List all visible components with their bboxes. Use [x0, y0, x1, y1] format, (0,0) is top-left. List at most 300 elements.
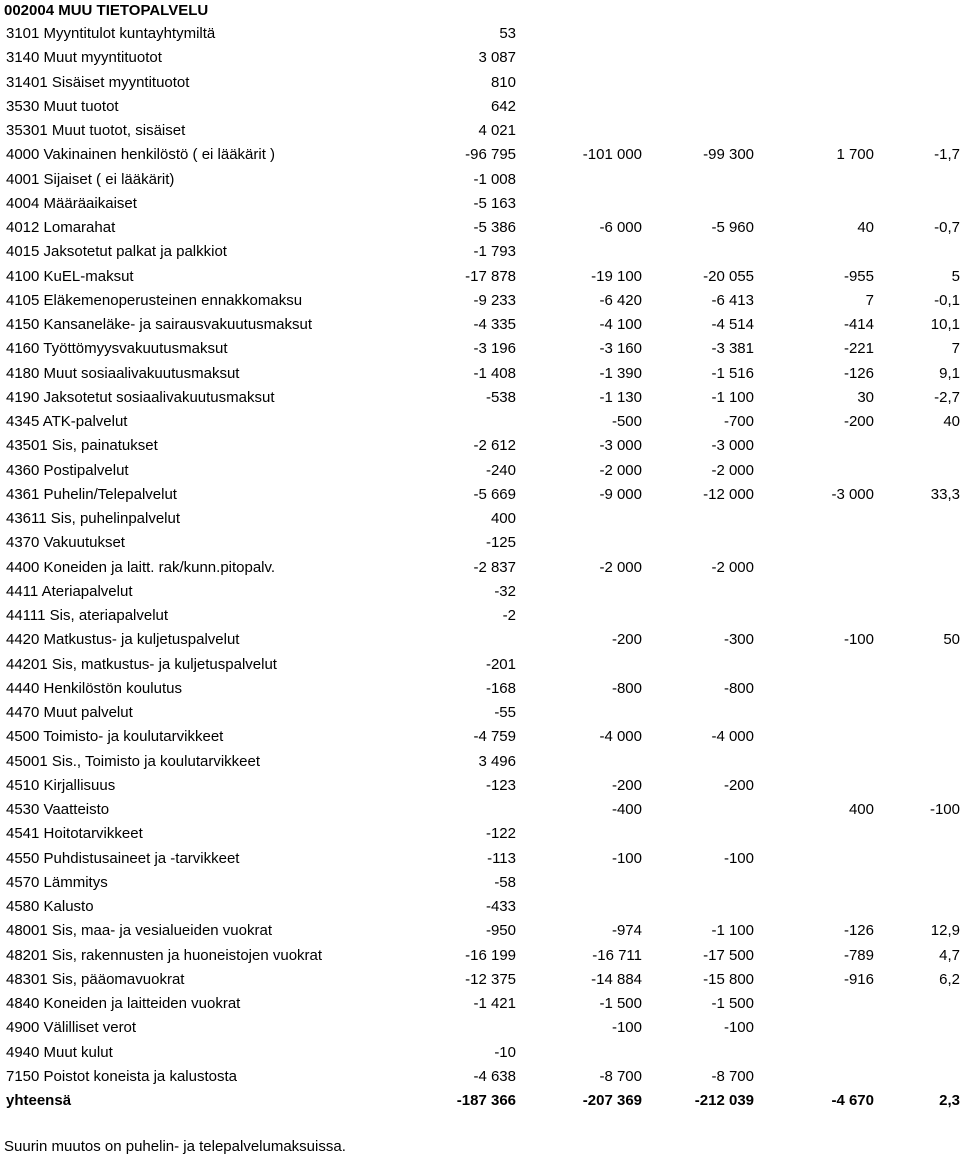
table-row — [0, 95, 960, 119]
value-cell-1: -9 233 — [473, 291, 516, 309]
account-label: 4004 Määräaikaiset — [6, 194, 137, 212]
value-cell-3 — [642, 95, 754, 119]
table-row — [0, 119, 960, 143]
account-label: 4190 Jaksotetut sosiaalivakuutusmaksut — [6, 388, 275, 406]
account-label: 4001 Sijaiset ( ei lääkärit) — [6, 170, 175, 188]
value-cell-5 — [874, 1016, 960, 1040]
value-cell-3 — [642, 798, 754, 822]
account-label: 4015 Jaksotetut palkat ja palkkiot — [6, 243, 227, 261]
value-cell-3: -15 800 — [703, 970, 754, 988]
table-row — [0, 459, 960, 483]
value-cell-4: -916 — [843, 970, 874, 988]
value-cell-5 — [874, 95, 960, 119]
account-label: 4000 Vakinainen henkilöstö ( ei lääkärit ) — [6, 146, 276, 164]
value-cell-3 — [642, 1041, 754, 1065]
value-cell-3: -1 516 — [711, 364, 754, 382]
value-cell-1: -4 759 — [473, 728, 516, 746]
value-cell-4: -126 — [843, 364, 874, 382]
value-cell-5 — [874, 653, 960, 677]
value-cell-5: -0,7 — [934, 219, 960, 237]
account-label: 4840 Koneiden ja laitteiden vuokrat — [6, 995, 241, 1013]
value-cell-5 — [874, 871, 960, 895]
value-cell-2: -400 — [611, 801, 642, 819]
value-cell-3 — [642, 822, 754, 846]
value-cell-3 — [642, 653, 754, 677]
value-cell-3 — [642, 71, 754, 95]
value-cell-5 — [874, 701, 960, 725]
value-cell-2: -6 000 — [599, 219, 642, 237]
value-cell-3: -99 300 — [703, 146, 754, 164]
value-cell-2 — [516, 168, 642, 192]
value-cell-2 — [516, 95, 642, 119]
account-label: 3101 Myyntitulot kuntayhtymiltä — [6, 25, 216, 43]
value-cell-5: -0,1 — [934, 291, 960, 309]
value-cell-3: -17 500 — [703, 946, 754, 964]
value-cell-2: -101 000 — [582, 146, 642, 164]
table-row — [0, 847, 960, 871]
value-cell-1: 3 087 — [478, 49, 516, 67]
table-row — [0, 313, 960, 337]
value-cell-4: -200 — [843, 413, 874, 431]
value-cell-5 — [874, 556, 960, 580]
value-cell-4: -4 670 — [831, 1092, 874, 1110]
account-label: 4411 Ateriapalvelut — [6, 582, 133, 600]
table-row — [0, 265, 960, 289]
value-cell-2: -3 160 — [599, 340, 642, 358]
value-cell-2: -4 000 — [599, 728, 642, 746]
value-cell-2: -1 390 — [599, 364, 642, 382]
value-cell-3: -4 000 — [711, 728, 754, 746]
value-cell-1: -5 163 — [473, 194, 516, 212]
value-cell-3 — [642, 168, 754, 192]
value-cell-3 — [642, 580, 754, 604]
value-cell-4 — [754, 774, 874, 798]
account-label: 4361 Puhelin/Telepalvelut — [6, 485, 177, 503]
value-cell-3: -5 960 — [711, 219, 754, 237]
value-cell-2 — [516, 653, 642, 677]
value-cell-4 — [754, 653, 874, 677]
value-cell-2: -19 100 — [591, 267, 642, 285]
account-label: 4541 Hoitotarvikkeet — [6, 825, 143, 843]
table-row — [0, 750, 960, 774]
account-label: 4345 ATK-palvelut — [6, 413, 128, 431]
value-cell-5: -2,7 — [934, 388, 960, 406]
value-cell-4 — [754, 434, 874, 458]
value-cell-5 — [874, 1065, 960, 1089]
value-cell-1: -3 196 — [473, 340, 516, 358]
value-cell-1 — [390, 410, 516, 434]
value-cell-1: -17 878 — [465, 267, 516, 285]
value-cell-2: -2 000 — [599, 461, 642, 479]
value-cell-2 — [516, 192, 642, 216]
account-label: 43611 Sis, puhelinpalvelut — [6, 510, 181, 528]
value-cell-4 — [754, 750, 874, 774]
value-cell-5 — [874, 119, 960, 143]
table-row — [0, 483, 960, 507]
table-row — [0, 531, 960, 555]
account-label: 43501 Sis, painatukset — [6, 437, 158, 455]
value-cell-5: 7 — [951, 340, 960, 358]
account-label: 4900 Välilliset verot — [6, 1019, 137, 1037]
table-row — [0, 895, 960, 919]
table-row — [0, 143, 960, 167]
value-cell-3: -200 — [723, 776, 754, 794]
value-cell-1: -538 — [485, 388, 516, 406]
value-cell-5 — [874, 240, 960, 264]
value-cell-1: -433 — [485, 898, 516, 916]
value-cell-3 — [642, 507, 754, 531]
value-cell-3 — [642, 46, 754, 70]
value-cell-3: -1 500 — [711, 995, 754, 1013]
table-row — [0, 822, 960, 846]
value-cell-2 — [516, 46, 642, 70]
value-cell-2 — [516, 240, 642, 264]
value-cell-1 — [390, 798, 516, 822]
value-cell-4 — [754, 531, 874, 555]
table-row — [0, 653, 960, 677]
table-row — [0, 216, 960, 240]
value-cell-5 — [874, 822, 960, 846]
value-cell-3: -6 413 — [711, 291, 754, 309]
value-cell-1: -5 669 — [473, 485, 516, 503]
value-cell-3: -100 — [723, 849, 754, 867]
value-cell-2: -2 000 — [599, 558, 642, 576]
value-cell-1: 3 496 — [478, 752, 516, 770]
account-label: 35301 Muut tuotot, sisäiset — [6, 122, 186, 140]
value-cell-5 — [874, 604, 960, 628]
value-cell-2: -16 711 — [592, 946, 642, 964]
value-cell-5: 5 — [951, 267, 960, 285]
value-cell-5 — [874, 459, 960, 483]
value-cell-1: 4 021 — [478, 122, 516, 140]
table-row — [0, 386, 960, 410]
account-label: 4500 Toimisto- ja koulutarvikkeet — [6, 728, 224, 746]
account-label: 4550 Puhdistusaineet ja -tarvikkeet — [6, 849, 240, 867]
value-cell-1: -201 — [485, 655, 516, 673]
value-cell-1: -1 408 — [473, 364, 516, 382]
value-cell-3: -2 000 — [711, 558, 754, 576]
value-cell-4 — [754, 119, 874, 143]
table-row — [0, 1041, 960, 1065]
account-label: 48001 Sis, maa- ja vesialueiden vuokrat — [6, 922, 272, 940]
value-cell-1: 810 — [490, 73, 516, 91]
value-cell-4: 400 — [848, 801, 874, 819]
account-label: 4105 Eläkemenoperusteinen ennakkomaksu — [6, 291, 303, 309]
value-cell-4 — [754, 95, 874, 119]
value-cell-1: -58 — [494, 873, 516, 891]
value-cell-5 — [874, 46, 960, 70]
total-row — [0, 1089, 960, 1113]
value-cell-3: -12 000 — [703, 485, 754, 503]
table-row — [0, 22, 960, 46]
value-cell-2 — [516, 580, 642, 604]
value-cell-3 — [642, 192, 754, 216]
table-row — [0, 992, 960, 1016]
table-row — [0, 701, 960, 725]
account-label: 4530 Vaatteisto — [6, 801, 110, 819]
value-cell-5 — [874, 895, 960, 919]
account-label: 3140 Muut myyntituotot — [6, 49, 162, 67]
table-row — [0, 580, 960, 604]
value-cell-4 — [754, 192, 874, 216]
value-cell-5 — [874, 192, 960, 216]
account-label: 4580 Kalusto — [6, 898, 94, 916]
table-row — [0, 919, 960, 943]
value-cell-3: -100 — [723, 1019, 754, 1037]
account-label: 48201 Sis, rakennusten ja huoneistojen vuokrat — [6, 946, 323, 964]
value-cell-4: 30 — [857, 388, 874, 406]
table-row — [0, 798, 960, 822]
value-cell-4 — [754, 71, 874, 95]
value-cell-3 — [642, 895, 754, 919]
value-cell-3 — [642, 701, 754, 725]
account-label: 44201 Sis, matkustus- ja kuljetuspalvelut — [6, 655, 277, 673]
value-cell-2: -974 — [611, 922, 642, 940]
value-cell-4 — [754, 556, 874, 580]
account-label: 48301 Sis, pääomavuokrat — [6, 970, 185, 988]
value-cell-1: -32 — [494, 582, 516, 600]
value-cell-1 — [390, 1016, 516, 1040]
value-cell-1: -168 — [485, 679, 516, 697]
value-cell-5: 40 — [943, 413, 960, 431]
value-cell-2: -100 — [611, 849, 642, 867]
budget-table-body — [0, 22, 960, 1113]
value-cell-1: -1 421 — [473, 995, 516, 1013]
value-cell-5 — [874, 531, 960, 555]
value-cell-1 — [390, 628, 516, 652]
value-cell-2: -4 100 — [599, 316, 642, 334]
value-cell-4 — [754, 604, 874, 628]
value-cell-4 — [754, 22, 874, 46]
value-cell-5 — [874, 507, 960, 531]
value-cell-2: -100 — [611, 1019, 642, 1037]
account-label: 4510 Kirjallisuus — [6, 776, 116, 794]
value-cell-2 — [516, 507, 642, 531]
value-cell-2 — [516, 22, 642, 46]
value-cell-4 — [754, 677, 874, 701]
value-cell-1: -123 — [485, 776, 516, 794]
value-cell-1: -240 — [485, 461, 516, 479]
value-cell-5: -1,7 — [934, 146, 960, 164]
value-cell-4 — [754, 1016, 874, 1040]
value-cell-4 — [754, 507, 874, 531]
value-cell-3 — [642, 22, 754, 46]
value-cell-3: -2 000 — [711, 461, 754, 479]
value-cell-5 — [874, 71, 960, 95]
value-cell-2 — [516, 531, 642, 555]
value-cell-3: -8 700 — [711, 1067, 754, 1085]
table-row — [0, 944, 960, 968]
value-cell-1: -12 375 — [465, 970, 516, 988]
value-cell-1: -2 837 — [473, 558, 516, 576]
value-cell-4 — [754, 168, 874, 192]
table-row — [0, 968, 960, 992]
table-row — [0, 240, 960, 264]
value-cell-2: -1 500 — [599, 995, 642, 1013]
account-label: 4370 Vakuutukset — [6, 534, 125, 552]
value-cell-5: 33,3 — [930, 485, 960, 503]
value-cell-1: 642 — [490, 97, 516, 115]
value-cell-1: -4 638 — [473, 1067, 516, 1085]
table-row — [0, 410, 960, 434]
account-label: 4940 Muut kulut — [6, 1043, 113, 1061]
value-cell-4: -221 — [843, 340, 874, 358]
table-row — [0, 507, 960, 531]
value-cell-5 — [874, 168, 960, 192]
value-cell-4 — [754, 459, 874, 483]
value-cell-4: 1 700 — [836, 146, 874, 164]
value-cell-2 — [516, 750, 642, 774]
value-cell-5 — [874, 1041, 960, 1065]
value-cell-1: -4 335 — [473, 316, 516, 334]
table-row — [0, 774, 960, 798]
value-cell-4 — [754, 1065, 874, 1089]
account-label: 4470 Muut palvelut — [6, 704, 133, 722]
account-label: 4400 Koneiden ja laitt. rak/kunn.pitopalv. — [6, 558, 276, 576]
account-label: 7150 Poistot koneista ja kalustosta — [6, 1067, 237, 1085]
value-cell-3 — [642, 531, 754, 555]
value-cell-2: -800 — [611, 679, 642, 697]
value-cell-4 — [754, 847, 874, 871]
value-cell-2 — [516, 604, 642, 628]
value-cell-1: -2 612 — [473, 437, 516, 455]
value-cell-2: -500 — [611, 413, 642, 431]
value-cell-5 — [874, 992, 960, 1016]
value-cell-4: 7 — [865, 291, 874, 309]
value-cell-3: -212 039 — [694, 1092, 754, 1110]
table-row — [0, 337, 960, 361]
value-cell-2 — [516, 119, 642, 143]
value-cell-2: -207 369 — [582, 1092, 642, 1110]
value-cell-2 — [516, 895, 642, 919]
value-cell-1: -187 366 — [456, 1092, 516, 1110]
total-label: yhteensä — [6, 1092, 72, 1110]
value-cell-4 — [754, 822, 874, 846]
value-cell-5: -100 — [929, 801, 960, 819]
account-label: 4360 Postipalvelut — [6, 461, 129, 479]
value-cell-2: -200 — [611, 776, 642, 794]
value-cell-1: 53 — [499, 25, 516, 43]
account-label: 4100 KuEL-maksut — [6, 267, 134, 285]
footnote: Suurin muutos on puhelin- ja telepalvelumaksuissa. — [4, 1138, 346, 1155]
value-cell-2 — [516, 71, 642, 95]
value-cell-2 — [516, 822, 642, 846]
value-cell-3 — [642, 240, 754, 264]
value-cell-1: -1 793 — [473, 243, 516, 261]
value-cell-3 — [642, 871, 754, 895]
value-cell-3: -300 — [723, 631, 754, 649]
value-cell-4: -955 — [843, 267, 874, 285]
table-row — [0, 677, 960, 701]
value-cell-4: -3 000 — [831, 485, 874, 503]
account-label: 4012 Lomarahat — [6, 219, 116, 237]
value-cell-1: -10 — [494, 1043, 516, 1061]
account-label: 4150 Kansaneläke- ja sairausvakuutusmaksut — [6, 316, 313, 334]
value-cell-3: -700 — [723, 413, 754, 431]
value-cell-2 — [516, 701, 642, 725]
account-label: 4440 Henkilöstön koulutus — [6, 679, 182, 697]
value-cell-1: -1 008 — [473, 170, 516, 188]
value-cell-3: -800 — [723, 679, 754, 697]
value-cell-4 — [754, 725, 874, 749]
value-cell-5 — [874, 847, 960, 871]
value-cell-4: -414 — [843, 316, 874, 334]
value-cell-2: -3 000 — [599, 437, 642, 455]
value-cell-1: -950 — [485, 922, 516, 940]
account-label: 4180 Muut sosiaalivakuutusmaksut — [6, 364, 240, 382]
account-label: 31401 Sisäiset myyntituotot — [6, 73, 190, 91]
value-cell-3: -1 100 — [711, 922, 754, 940]
table-row — [0, 556, 960, 580]
value-cell-5: 50 — [943, 631, 960, 649]
value-cell-3 — [642, 119, 754, 143]
table-row — [0, 725, 960, 749]
value-cell-5 — [874, 434, 960, 458]
value-cell-4 — [754, 580, 874, 604]
account-label: 4420 Matkustus- ja kuljetuspalvelut — [6, 631, 240, 649]
account-label: 44111 Sis, ateriapalvelut — [6, 607, 169, 625]
value-cell-4 — [754, 1041, 874, 1065]
table-row — [0, 1065, 960, 1089]
value-cell-4 — [754, 871, 874, 895]
account-label: 3530 Muut tuotot — [6, 97, 119, 115]
value-cell-5: 10,1 — [930, 316, 960, 334]
value-cell-2 — [516, 1041, 642, 1065]
account-label: 4160 Työttömyysvakuutusmaksut — [6, 340, 228, 358]
table-row — [0, 362, 960, 386]
account-label: 4570 Lämmitys — [6, 873, 108, 891]
value-cell-4 — [754, 992, 874, 1016]
value-cell-2: -6 420 — [599, 291, 642, 309]
value-cell-2: -9 000 — [599, 485, 642, 503]
value-cell-5: 9,1 — [939, 364, 960, 382]
value-cell-5 — [874, 774, 960, 798]
table-row — [0, 168, 960, 192]
value-cell-4 — [754, 701, 874, 725]
value-cell-1: -5 386 — [473, 219, 516, 237]
value-cell-1: -55 — [494, 704, 516, 722]
value-cell-5 — [874, 750, 960, 774]
value-cell-1: -122 — [485, 825, 516, 843]
value-cell-4: -126 — [843, 922, 874, 940]
value-cell-5 — [874, 725, 960, 749]
value-cell-4: -100 — [843, 631, 874, 649]
table-row — [0, 604, 960, 628]
value-cell-3 — [642, 750, 754, 774]
value-cell-5 — [874, 580, 960, 604]
page-title: 002004 MUU TIETOPALVELU — [4, 2, 209, 19]
value-cell-5: 2,3 — [939, 1092, 960, 1110]
value-cell-1: -113 — [487, 849, 516, 867]
value-cell-2: -14 884 — [591, 970, 642, 988]
table-row — [0, 289, 960, 313]
value-cell-5: 12,9 — [930, 922, 960, 940]
value-cell-3 — [642, 604, 754, 628]
value-cell-5: 4,7 — [939, 946, 960, 964]
table-row — [0, 434, 960, 458]
value-cell-4: 40 — [857, 219, 874, 237]
value-cell-3: -1 100 — [711, 388, 754, 406]
table-row — [0, 46, 960, 70]
value-cell-3: -3 000 — [711, 437, 754, 455]
table-row — [0, 71, 960, 95]
value-cell-4 — [754, 46, 874, 70]
value-cell-4 — [754, 895, 874, 919]
table-row — [0, 192, 960, 216]
value-cell-4: -789 — [843, 946, 874, 964]
budget-table — [0, 22, 960, 1113]
value-cell-5 — [874, 22, 960, 46]
